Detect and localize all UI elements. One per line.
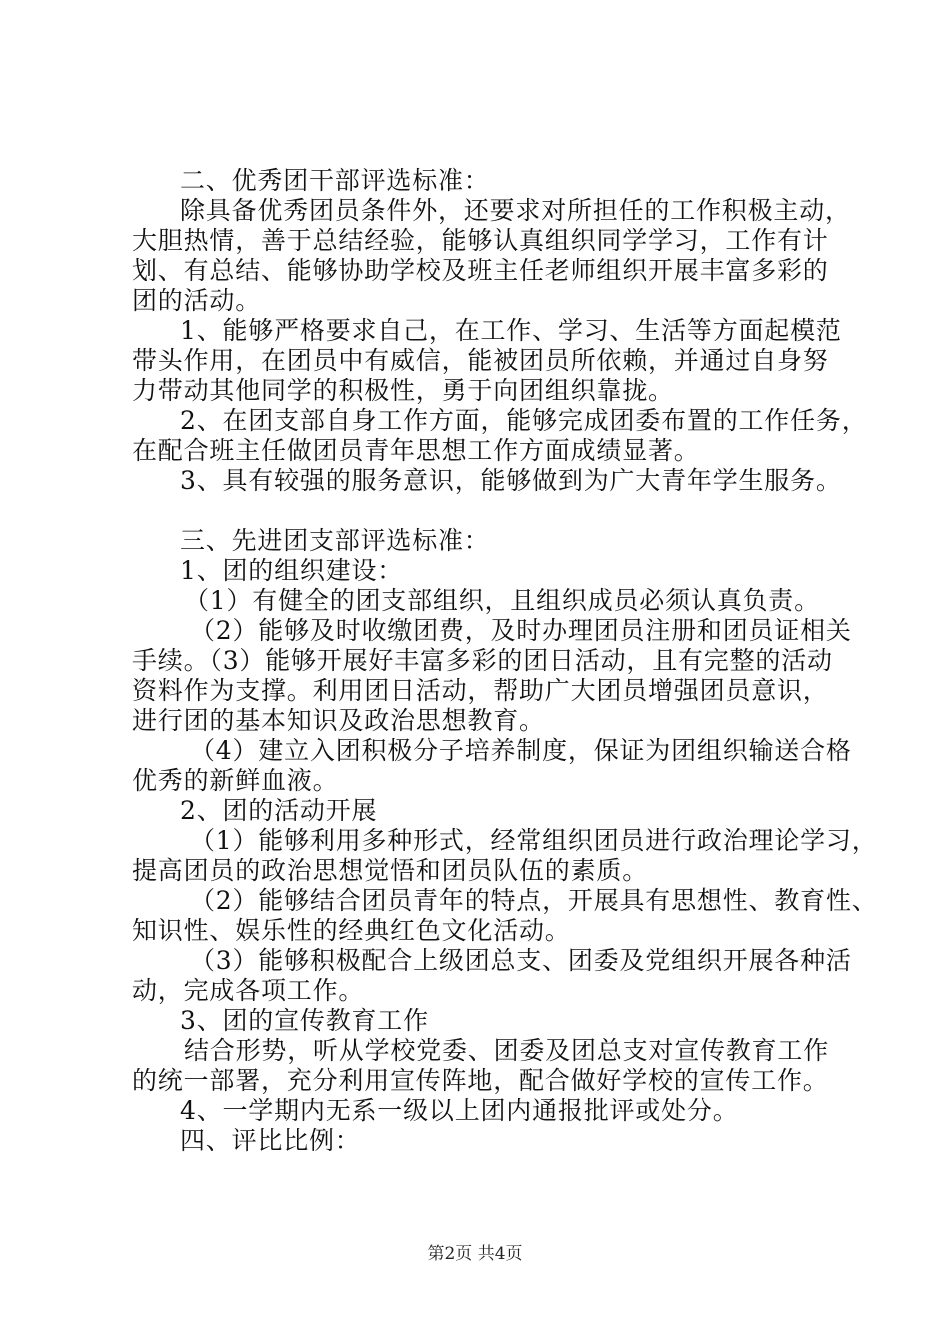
text-line: 带头作用，在团员中有威信，能被团员所依赖，并通过自身努 [132, 346, 829, 375]
text-line: （2）能够结合团员青年的特点，开展具有思想性、教育性、 [190, 886, 878, 915]
text-line: 团的活动。 [132, 286, 262, 315]
text-line: 的统一部署，充分利用宣传阵地，配合做好学校的宣传工作。 [132, 1066, 829, 1095]
text-line: 1、能够严格要求自己，在工作、学习、生活等方面起模范 [180, 316, 842, 345]
text-line: 结合形势，听从学校党委、团委及团总支对宣传教育工作 [184, 1036, 830, 1065]
document-body [132, 166, 878, 1156]
text-line: 2、团的活动开展 [180, 796, 378, 825]
text-line: 划、有总结、能够协助学校及班主任老师组织开展丰富多彩的 [132, 256, 829, 285]
text-line: （2）能够及时收缴团费，及时办理团员注册和团员证相关 [190, 616, 852, 645]
text-line: （1）有健全的团支部组织，且组织成员必须认真负责。 [184, 586, 820, 615]
text-line: 1、团的组织建设： [180, 556, 404, 585]
text-line: 知识性、娱乐性的经典红色文化活动。 [132, 916, 571, 945]
text-line: 2、在团支部自身工作方面，能够完成团委布置的工作任务， [180, 406, 868, 435]
text-line: 除具备优秀团员条件外，还要求对所担任的工作积极主动， [180, 196, 851, 225]
text-line: （4）建立入团积极分子培养制度，保证为团组织输送合格 [190, 736, 852, 765]
text-line: 四、评比比例： [180, 1126, 361, 1155]
text-line: （1）能够利用多种形式，经常组织团员进行政治理论学习， [190, 826, 878, 855]
text-line: 手续。（3）能够开展好丰富多彩的团日活动，且有完整的活动 [132, 646, 833, 675]
text-line: 3、团的宣传教育工作 [180, 1006, 429, 1035]
text-line: 提高团员的政治思想觉悟和团员队伍的素质。 [132, 856, 649, 885]
text-line: 力带动其他同学的积极性，勇于向团组织靠拢。 [132, 376, 674, 405]
text-line: 3、具有较强的服务意识，能够做到为广大青年学生服务。 [180, 466, 842, 495]
blank-line [132, 496, 832, 526]
text-line: 进行团的基本知识及政治思想教育。 [132, 706, 545, 735]
text-line: 在配合班主任做团员青年思想工作方面成绩显著。 [132, 436, 700, 465]
text-line: 大胆热情，善于总结经验，能够认真组织同学学习，工作有计 [132, 226, 829, 255]
text-line: 4、一学期内无系一级以上团内通报批评或处分。 [180, 1096, 739, 1125]
text-line: 优秀的新鲜血液。 [132, 766, 339, 795]
text-line: （3）能够积极配合上级团总支、团委及党组织开展各种活 [190, 946, 852, 975]
text-line: 资料作为支撑。利用团日活动，帮助广大团员增强团员意识， [132, 676, 829, 705]
page-footer: 第2页 共4页 [427, 1244, 523, 1264]
text-line: 二、优秀团干部评选标准： [180, 166, 490, 195]
text-line: 三、先进团支部评选标准： [180, 526, 490, 555]
text-line: 动，完成各项工作。 [132, 976, 365, 1005]
